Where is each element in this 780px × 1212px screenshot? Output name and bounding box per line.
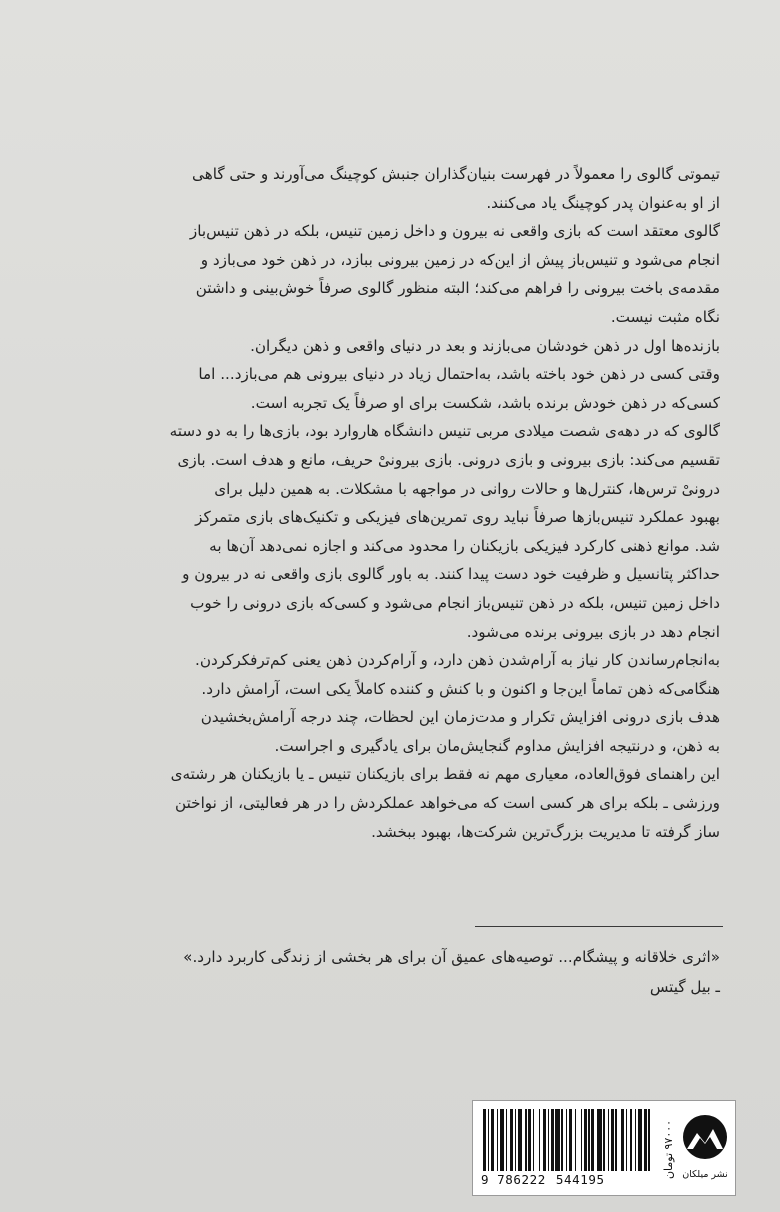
barcode-bar <box>650 1109 653 1171</box>
endorsement-quote <box>85 942 720 1002</box>
price-tag <box>661 1107 677 1191</box>
price-text: ۹۷۰۰۰ تومان <box>662 1119 676 1179</box>
isbn-number <box>481 1172 657 1187</box>
blurb-line: بازنده‌ها اول در ذهن خودشان می‌بازند و بعد در دنیای واقعی و ذهن دیگران. <box>250 336 720 355</box>
blurb-line: درونیْ ترس‌ها، کنترل‌ها و حالات روانی در مواجهه با مشکلات. به همین دلیل برای <box>214 479 720 498</box>
blurb-text <box>85 160 720 846</box>
publisher-name: نشر میلکان <box>682 1169 728 1180</box>
blurb-line: داخل زمین تنیس، بلکه در ذهن تنیس‌باز انجام می‌شود و کسی‌که بازی درونی را خوب <box>190 593 720 612</box>
quote-author: ـ بیل گیتس <box>649 978 720 996</box>
barcode-label <box>472 1100 736 1196</box>
blurb-line: بهبود عملکرد تنیس‌بازها صرفاً نباید روی تمرین‌های فیزیکی و تکنیک‌های بازی متمرکز <box>195 508 720 527</box>
blurb-line: به ذهن، و درنتیجه افزایش مداوم گنجایش‌مان برای یادگیری و اجراست. <box>274 736 720 755</box>
blurb-line: گالوی که در دهه‌ی شصت میلادی مربی تنیس دانشگاه هاروارد بود، بازی‌ها را به دو دسته <box>169 422 720 441</box>
publisher-logo <box>681 1107 729 1191</box>
blurb-line: کسی‌که در ذهن خودش برنده باشد، شکست برای او صرفاً یک تجربه است. <box>250 393 720 412</box>
blurb-line: نگاه مثبت نیست. <box>610 307 720 326</box>
blurb-line: هدف بازی درونی افزایش تکرار و مدت‌زمان این لحظات، چند درجه آرامش‌بخشیدن <box>200 708 720 727</box>
blurb-line: هنگامی‌که ذهن تماماً این‌جا و اکنون و با کنش و کننده کاملاً یکی است، آرامش دارد. <box>201 679 720 698</box>
quote-text: «اثری خلاقانه و پیشگام... توصیه‌های عمیق آن برای هر بخشی از زندگی کاربرد دارد.» <box>183 948 720 966</box>
blurb-line: به‌انجام‌رساندن کار نیاز به آرام‌شدن ذهن دارد، و آرام‌کردن ذهن یعنی کم‌ترفکرکردن. <box>195 651 720 670</box>
blurb-line: حداکثر پتانسیل و ظرفیت خود دست پیدا کنند. به باور گالوی بازی واقعی نه در بیرون و <box>182 565 720 584</box>
blurb-line: انجام دهد در بازی بیرونی برنده می‌شود. <box>466 622 720 641</box>
isbn-group: 544195 <box>555 1172 605 1187</box>
blurb-line: تقسیم می‌کند: بازی بیرونی و بازی درونی. بازی بیرونیْ حریف، مانع و هدف است. بازی <box>177 450 720 469</box>
isbn-prefix: 9 <box>481 1172 490 1187</box>
blurb-line: ورزشی ـ بلکه برای هر کسی است که می‌خواهد عملکردش را در هر فعالیتی، از نواختن <box>175 794 720 813</box>
blurb-line: از او به‌عنوان پدر کوچینگ یاد می‌کنند. <box>486 193 720 212</box>
blurb-line: این راهنمای فوق‌العاده، معیاری مهم نه فقط برای بازیکنان تنیس ـ یا بازیکنان هر رشته‌ی <box>170 765 720 784</box>
blurb-line: ساز گرفته تا مدیریت بزرگ‌ترین شرکت‌ها، بهبود ببخشد. <box>371 822 720 841</box>
blurb-line: انجام می‌شود و تنیس‌باز پیش از این‌که در زمین بیرونی ببازد، در ذهن خود می‌بازد و <box>200 250 720 269</box>
blurb-line: تیموتی گالوی را معمولاً در فهرست بنیان‌گذاران جنبش کوچینگ می‌آورند و حتی گاهی <box>192 165 720 183</box>
isbn-barcode <box>483 1109 653 1171</box>
divider <box>475 926 723 927</box>
blurb-line: شد. موانع ذهنی کارکرد فیزیکی بازیکنان را محدود می‌کند و اجازه نمی‌دهد آن‌ها به <box>209 536 720 555</box>
blurb-line: گالوی معتقد است که بازی واقعی نه بیرون و داخل زمین تنیس، بلکه در ذهن تنیس‌باز <box>189 222 720 241</box>
isbn-group: 786222 <box>497 1172 546 1187</box>
mountains-logo-icon <box>682 1107 728 1167</box>
blurb-line: مقدمه‌ی باخت بیرونی را فراهم می‌کند؛ البته منظور گالوی صرفاً خوش‌بینی و داشتن <box>195 279 720 298</box>
blurb-line: وقتی کسی در ذهن خود باخته باشد، به‌احتمال زیاد در دنیای بیرونی هم می‌بازد... اما <box>198 365 720 384</box>
